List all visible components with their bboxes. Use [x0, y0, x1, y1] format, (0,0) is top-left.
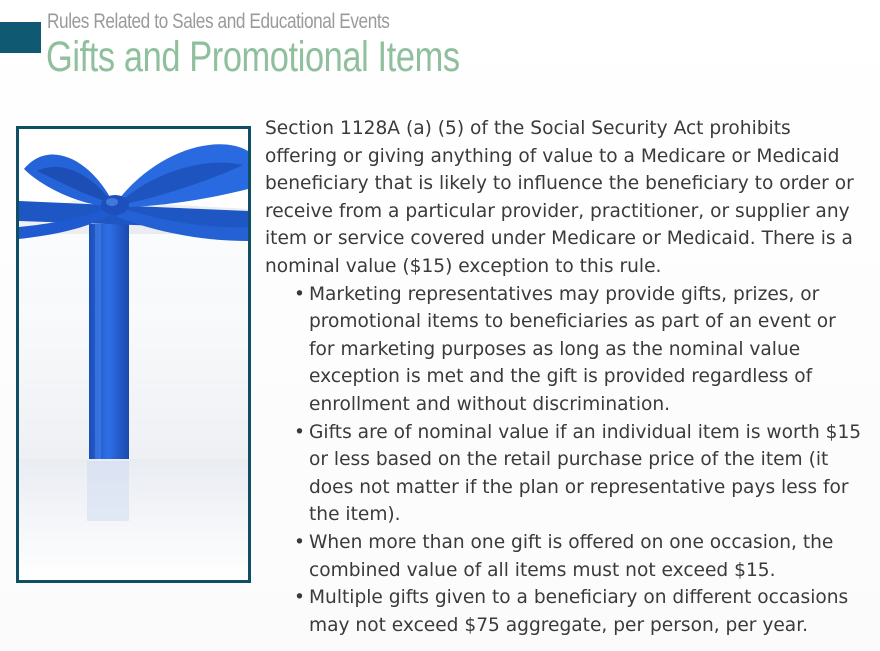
header-accent-bar	[0, 22, 41, 53]
gift-box-icon	[19, 129, 248, 580]
list-item: • Multiple gifts given to a beneficiary on different occasions may not exceed $75 aggregate, per person, per year.	[309, 584, 865, 639]
section-subtitle: Rules Related to Sales and Educational Events	[47, 10, 390, 33]
list-item: • When more than one gift is offered on one occasion, the combined value of all items must not exceed $15.	[309, 529, 865, 584]
list-item: • Gifts are of nominal value if an individual item is worth $15 or less based on the retail purchase price of the item (it does not matter if the plan or representative pays less for the item).	[309, 419, 865, 529]
intro-paragraph: Section 1128A (a) (5) of the Social Security Act prohibits offering or giving anything of value to a Medicare or Medicaid beneficiary that is likely to influence the beneficiary to order or receive from a particular provider, practitioner, or supplier any item or service covered under Medicare or Medicaid. There is a nominal value ($15) exception to this rule.	[265, 118, 854, 277]
gift-image-frame	[16, 126, 251, 583]
list-item: • Marketing representatives may provide gifts, prizes, or promotional items to beneficiaries as part of an event or for marketing purposes as long as the nominal value exception is met and the gift is provided regardless of enrollment and without discrimination.	[309, 281, 865, 419]
page-title: Gifts and Promotional Items	[46, 33, 460, 81]
body-content	[265, 115, 865, 639]
rules-list	[265, 281, 865, 640]
